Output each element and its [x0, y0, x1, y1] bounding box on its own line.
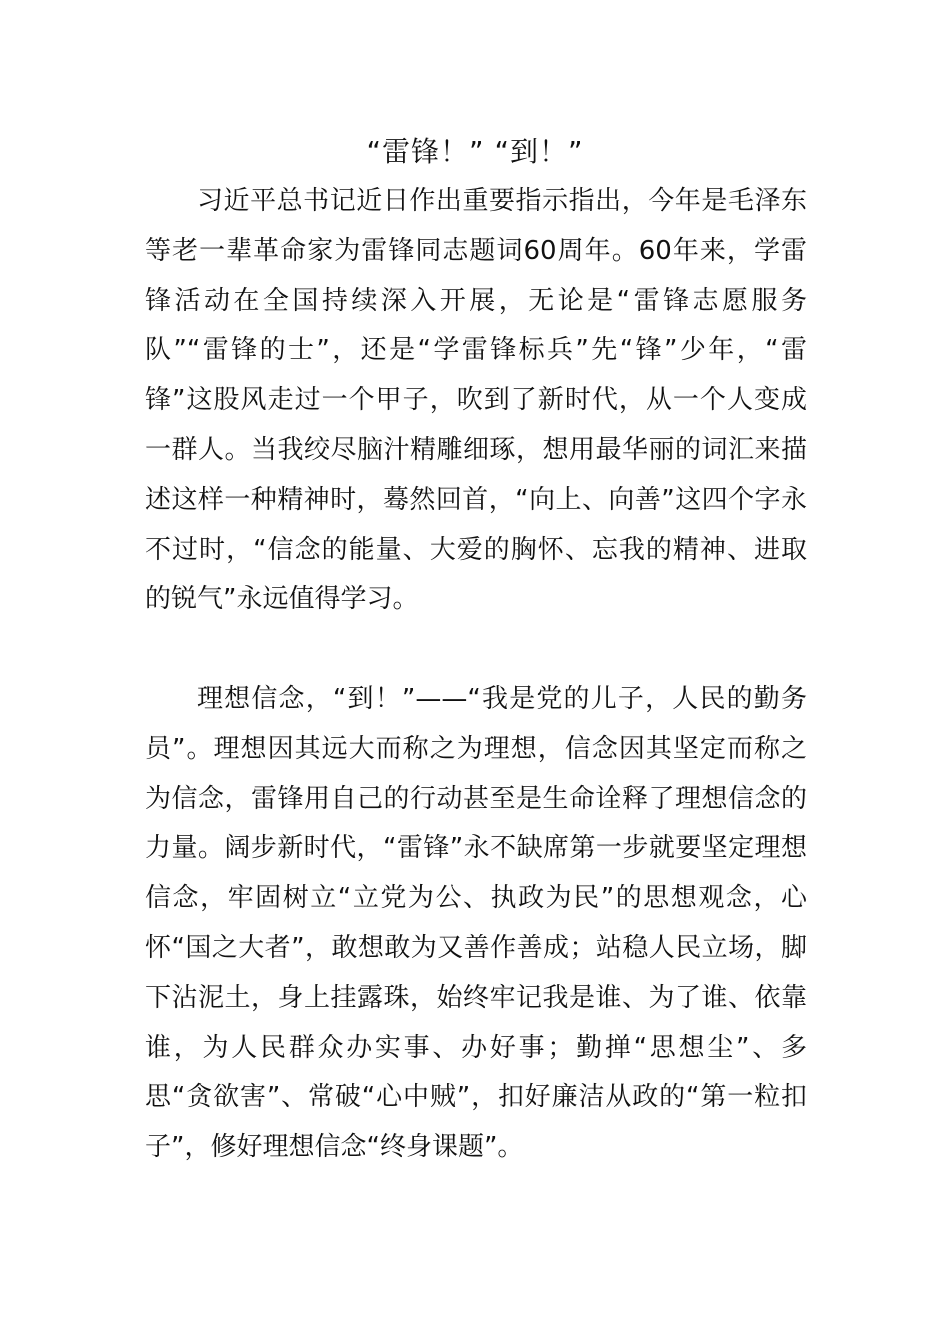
paragraph-intro: 习近平总书记近日作出重要指示指出，今年是毛泽东等老一辈革命家为雷锋同志题词60周年。60年来，学雷锋活动在全国持续深入开展，无论是“雷锋志愿服务队”“雷锋的士”，还是“学雷锋标兵”先“锋”少年，“雷锋”这股风走过一个甲子，吹到了新时代，从一个人变成一群人。当我绞尽脑汁精雕细琢，想用最华丽的词汇来描述这样一种精神时，蓦然回首，“向上、向善”这四个字永不过时，“信念的能量、大爱的胸怀、忘我的精神、进取的锐气”永远值得学习。 — [145, 186, 807, 615]
paragraph-ideals: 理想信念，“到！”——“我是党的儿子，人民的勤务员”。理想因其远大而称之为理想，信念因其坚定而称之为信念，雷锋用自己的行动甚至是生命诠释了理想信念的力量。阔步新时代，“雷锋”永不缺席第一步就要坚定理想信念，牢固树立“立党为公、执政为民”的思想观念，心怀“国之大者”，敢想敢为又善作善成；站稳人民立场，脚下沾泥土，身上挂露珠，始终牢记我是谁、为了谁、依靠谁，为人民群众办实事、办好事；勤掸“思想尘”、多思“贪欲害”、常破“心中贼”，扣好廉洁从政的“第一粒扣子”，修好理想信念“终身课题”。 — [145, 684, 807, 1163]
document-title: “雷锋！” “到！” — [366, 135, 584, 168]
